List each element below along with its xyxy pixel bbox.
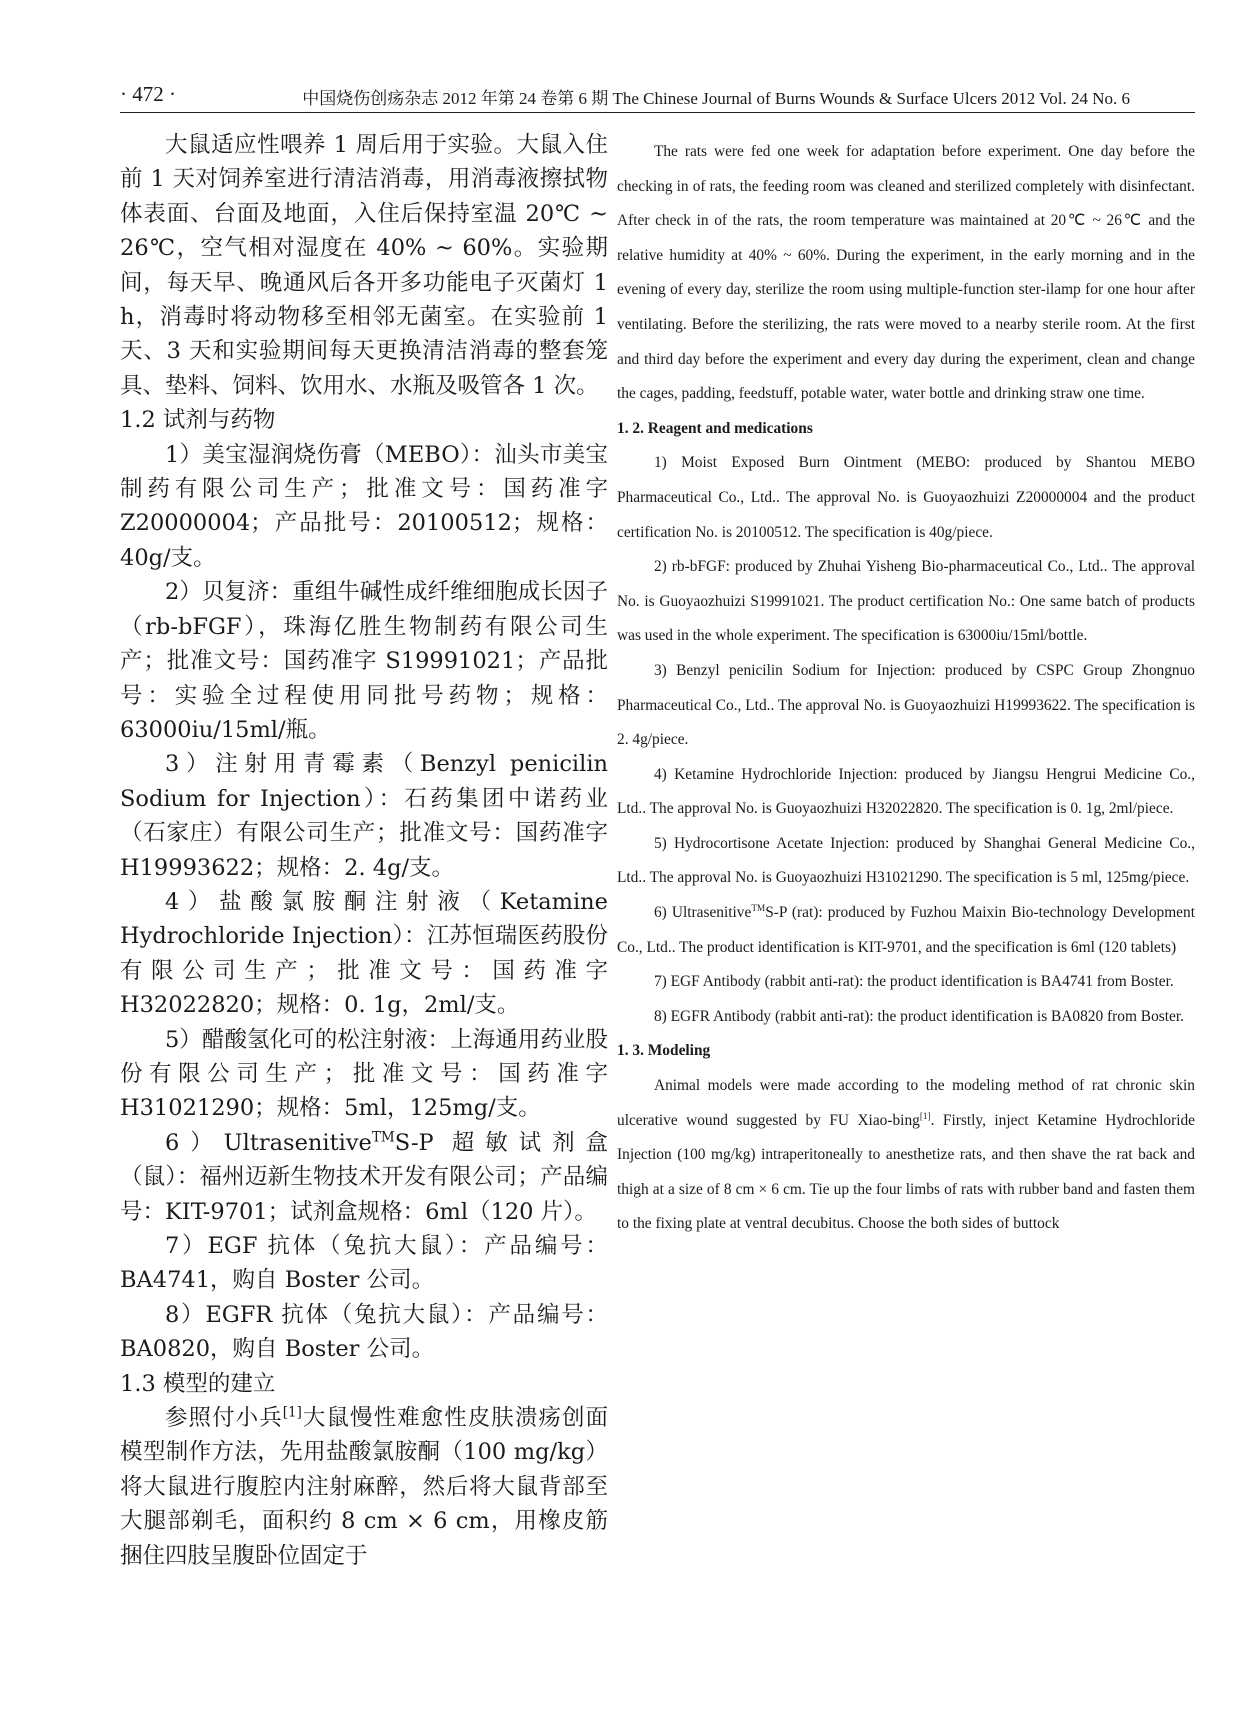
cn-item-7: 7）EGF 抗体（兔抗大鼠）：产品编号：BA4741，购自 Boster 公司。 xyxy=(120,1233,608,1294)
page-header xyxy=(120,82,1130,116)
en-item-3: 3) Benzyl penicilin Sodium for Injection: produced by CSPC Group Zhongnuo Pharmaceutical Co., Ltd.. The approval No. is Guoyaozhuizi H19993622. The specification is 2. 4g/piece. xyxy=(617,661,1195,749)
en-model-paragraph xyxy=(617,1069,1195,1242)
header-rule xyxy=(120,112,1195,113)
en-model-lead: Animal models were made according to the modeling method of rat chronic skin ulcerative wound suggested by FU Xiao-bing xyxy=(617,1077,1195,1129)
running-head: 中国烧伤创疡杂志 2012 年第 24 卷第 6 期 The Chinese Journal of Burns Wounds & Surface Ulcers 2012 Vol. 24 No. 6 xyxy=(302,89,1130,108)
cn-item-8: 8）EGFR 抗体（兔抗大鼠）：产品编号：BA0820，购自 Boster 公司。 xyxy=(120,1301,608,1363)
cn-item-6 xyxy=(120,1126,608,1229)
cn-model-rest: 大鼠慢性难愈性皮肤溃疡创面模型制作方法，先用盐酸氯胺酮（100 mg/kg）将大鼠进行腹腔内注射麻醉，然后将大鼠背部至大腿部剃毛，面积约 8 cm × 6 cm，用橡皮筋捆住四肢呈腹卧位固定于 xyxy=(120,1405,608,1569)
page-number: · 472 · xyxy=(120,82,176,106)
trademark-sup: TM xyxy=(751,902,766,913)
en-item-6-lead: 6) Ultrasenitive xyxy=(653,904,752,922)
english-column xyxy=(617,135,1195,1242)
chinese-column xyxy=(120,128,608,1573)
cn-model-paragraph xyxy=(120,1401,608,1573)
en-item-2: 2) rb-bFGF: produced by Zhuhai Yisheng Bio-pharmaceutical Co., Ltd.. The approval No. is Guoyaozhuizi S19991021. The product certification No.: One same batch of products was used in the whole experiment. The specification is 63000iu/15ml/bottle. xyxy=(617,558,1195,645)
cn-item-6-rest: S-P 超敏试剂盒（鼠）：福州迈新生物技术开发有限公司；产品编号：KIT-9701；试剂盒规格：6ml（120 片）。 xyxy=(120,1129,609,1225)
citation-ref: [1] xyxy=(282,1404,302,1421)
en-item-7: 7) EGF Antibody (rabbit anti-rat): the product identification is BA4741 from Boster. xyxy=(653,973,1174,991)
en-item-6 xyxy=(617,896,1195,965)
en-intro-paragraph: The rats were fed one week for adaptation before experiment. One day before the checking in of rats, the feeding room was cleaned and sterilized completely with disinfectant. After check in of the rats, the room temperature was maintained at 20℃ ~ 26℃ and the relative humidity at 40% ~ 60%. During the experiment, in the early morning and in the evening of every day, sterilize the room using multiple-function ster-ilamp for one hour after ventilating. Before the sterilizing, the rats were moved to a nearby sterile room. At the first and third day before the experiment and every day during the experiment, clean and change the cages, padding, feedstuff, potable water, water bottle and drinking straw one time. xyxy=(617,143,1195,403)
en-item-1: 1) Moist Exposed Burn Ointment (MEBO: produced by Shantou MEBO Pharmaceutical Co., Ltd.. The approval No. is Guoyaozhuizi Z20000004 and the product certification No. is 20100512. The specification is 40g/piece. xyxy=(617,454,1195,541)
cn-section-heading-reagents: 1.2 试剂与药物 xyxy=(120,407,276,434)
en-model-rest: . Firstly, inject Ketamine Hydrochloride Injection (100 mg/kg) intraperitoneally to anesthetize rats, and then shave the rat back and thigh at a size of 8 cm × 6 cm. Tie up the four limbs of rats with rubber band and fasten them to the fixing plate at ventral decubitus. Choose the both sides of buttock xyxy=(617,1111,1195,1233)
cn-item-3: 3）注射用青霉素（Benzyl penicilin Sodium for Injection）：石药集团中诺药业（石家庄）有限公司生产；批准文号：国药准字 H19993622；规格：2. 4g/支。 xyxy=(120,751,608,881)
cn-item-5: 5）醋酸氢化可的松注射液：上海通用药业股份有限公司生产；批准文号：国药准字 H31021290；规格：5ml，125mg/支。 xyxy=(120,1026,608,1122)
en-item-4: 4) Ketamine Hydrochloride Injection: produced by Jiangsu Hengrui Medicine Co., Ltd.. The approval No. is Guoyaozhuizi H32022820. The specification is 0. 1g, 2ml/piece. xyxy=(617,765,1195,818)
en-section-heading-reagents: 1. 2. Reagent and medications xyxy=(617,419,813,437)
en-section-heading-model: 1. 3. Modeling xyxy=(617,1042,711,1060)
cn-item-1: 1）美宝湿润烧伤膏（MEBO）：汕头市美宝制药有限公司生产；批准文号：国药准字 Z20000004；产品批号：20100512；规格：40g/支。 xyxy=(120,441,608,571)
trademark-sup: TM xyxy=(371,1129,395,1146)
cn-item-6-lead: 6）Ultrasenitive xyxy=(165,1129,372,1156)
cn-item-4: 4）盐酸氯胺酮注射液（Ketamine Hydrochloride Injection）：江苏恒瑞医药股份有限公司生产；批准文号：国药准字 H32022820；规格：0. 1g，2ml/支。 xyxy=(120,888,608,1019)
citation-ref: [1] xyxy=(919,1110,931,1121)
en-item-8: 8) EGFR Antibody (rabbit anti-rat): the product identification is BA0820 from Boster. xyxy=(653,1007,1184,1025)
cn-section-heading-model: 1.3 模型的建立 xyxy=(120,1370,276,1397)
cn-item-2: 2）贝复济：重组牛碱性成纤维细胞成长因子（rb-bFGF），珠海亿胜生物制药有限公司生产；批准文号：国药准字 S19991021；产品批号：实验全过程使用同批号药物；规格：63000iu/15ml/瓶。 xyxy=(120,579,608,743)
cn-model-lead: 参照付小兵 xyxy=(165,1405,283,1432)
cn-intro-paragraph: 大鼠适应性喂养 1 周后用于实验。大鼠入住前 1 天对饲养室进行清洁消毒，用消毒液擦拭物体表面、台面及地面，入住后保持室温 20℃ ~ 26℃，空气相对湿度在 40% ~ 60%。实验期间，每天早、晚通风后各开多功能电子灭菌灯 1 h，消毒时将动物移至相邻无菌室。在实验前 1 天、3 天和实验期间每天更换清洁消毒的整套笼具、垫料、饲料、饮用水、水瓶及吸管各 1 次。 xyxy=(120,132,608,399)
en-item-6-rest: S-P (rat): produced by Fuzhou Maixin Bio-technology Development Co., Ltd.. The product identification is KIT-9701, and the specification is 6ml (120 tablets) xyxy=(617,904,1195,956)
en-item-5: 5) Hydrocortisone Acetate Injection: produced by Shanghai General Medicine Co., Ltd.. The approval No. is Guoyaozhuizi H31021290. The specification is 5 ml, 125mg/piece. xyxy=(617,834,1195,887)
